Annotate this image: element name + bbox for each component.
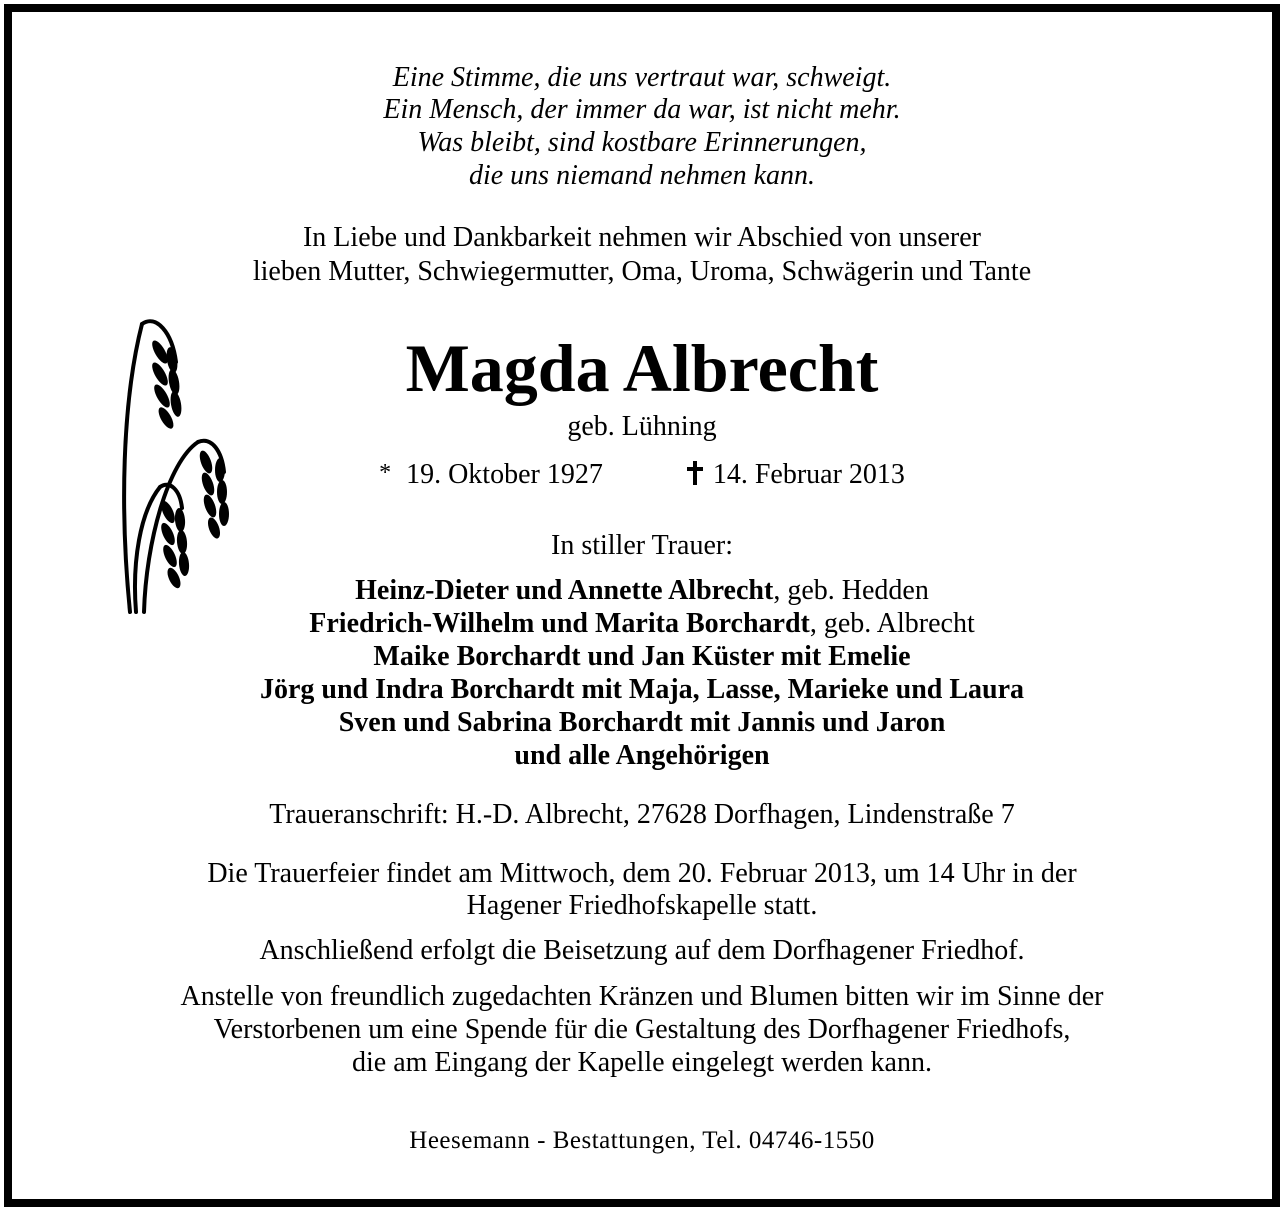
mourning-address: Traueranschrift: H.-D. Albrecht, 27628 Dorfhagen, Lindenstraße 7 [269, 799, 1015, 830]
obituary-frame [4, 4, 1280, 1207]
donation-line-3: die am Eingang der Kapelle eingelegt werden kann. [352, 1047, 932, 1078]
deceased-name: Magda Albrecht [405, 330, 879, 406]
mourner-names: Heinz-Dieter und Annette Albrecht [355, 575, 774, 606]
birth-symbol: * [379, 460, 392, 486]
mourner-names: und alle Angehörigen [514, 740, 770, 771]
mourner-names: Friedrich-Wilhelm und Marita Borchardt [309, 608, 810, 639]
mourner-line [12, 607, 1272, 640]
life-dates [12, 456, 1272, 492]
intro-line-1: In Liebe und Dankbarkeit nehmen wir Abschied von unserer [302, 222, 981, 253]
mourner-note: , geb. Hedden [773, 575, 929, 606]
poem-line-3: Was bleibt, sind kostbare Erinnerungen, [417, 127, 867, 158]
maiden-name: geb. Lühning [567, 411, 717, 442]
donation-line-2: Verstorbenen um eine Spende für die Gestaltung des Dorfhagener Friedhofs, [213, 1014, 1071, 1045]
death-date: 14. Februar 2013 [712, 459, 905, 490]
mourning-label: In stiller Trauer: [551, 530, 733, 561]
intro-line-2: lieben Mutter, Schwiegermutter, Oma, Uroma, Schwägerin und Tante [252, 256, 1032, 287]
birth-date: 19. Oktober 1927 [406, 459, 603, 490]
mourner-line [12, 640, 1272, 673]
ceremony-line-1: Die Trauerfeier findet am Mittwoch, dem 20. Februar 2013, um 14 Uhr in der [207, 858, 1077, 889]
mourner-names: Jörg und Indra Borchardt mit Maja, Lasse, Marieke und Laura [259, 674, 1025, 705]
mourner-names: Maike Borchardt und Jan Küster mit Emelie [373, 641, 911, 672]
obituary-page [12, 12, 1272, 1199]
poem-line-4: die uns niemand nehmen kann. [468, 160, 816, 191]
funeral-home-contact: Heesemann - Bestattungen, Tel. 04746-1550 [409, 1127, 875, 1154]
mourner-line [12, 574, 1272, 607]
mourner-line [12, 706, 1272, 739]
burial-info: Anschließend erfolgt die Beisetzung auf dem Dorfhagener Friedhof. [259, 935, 1025, 966]
mourner-note: , geb. Albrecht [809, 608, 975, 639]
ceremony-line-2: Hagener Friedhofskapelle statt. [466, 890, 818, 921]
poem-line-2: Ein Mensch, der immer da war, ist nicht mehr. [383, 94, 901, 125]
poem-line-1: Eine Stimme, die uns vertraut war, schweigt. [392, 62, 892, 93]
mourner-line [12, 673, 1272, 706]
donation-line-1: Anstelle von freundlich zugedachten Kränzen und Blumen bitten wir im Sinne der [180, 981, 1104, 1012]
mourner-line [12, 739, 1272, 772]
mourner-names: Sven und Sabrina Borchardt mit Jannis und Jaron [338, 707, 946, 738]
cross-icon [687, 461, 703, 485]
